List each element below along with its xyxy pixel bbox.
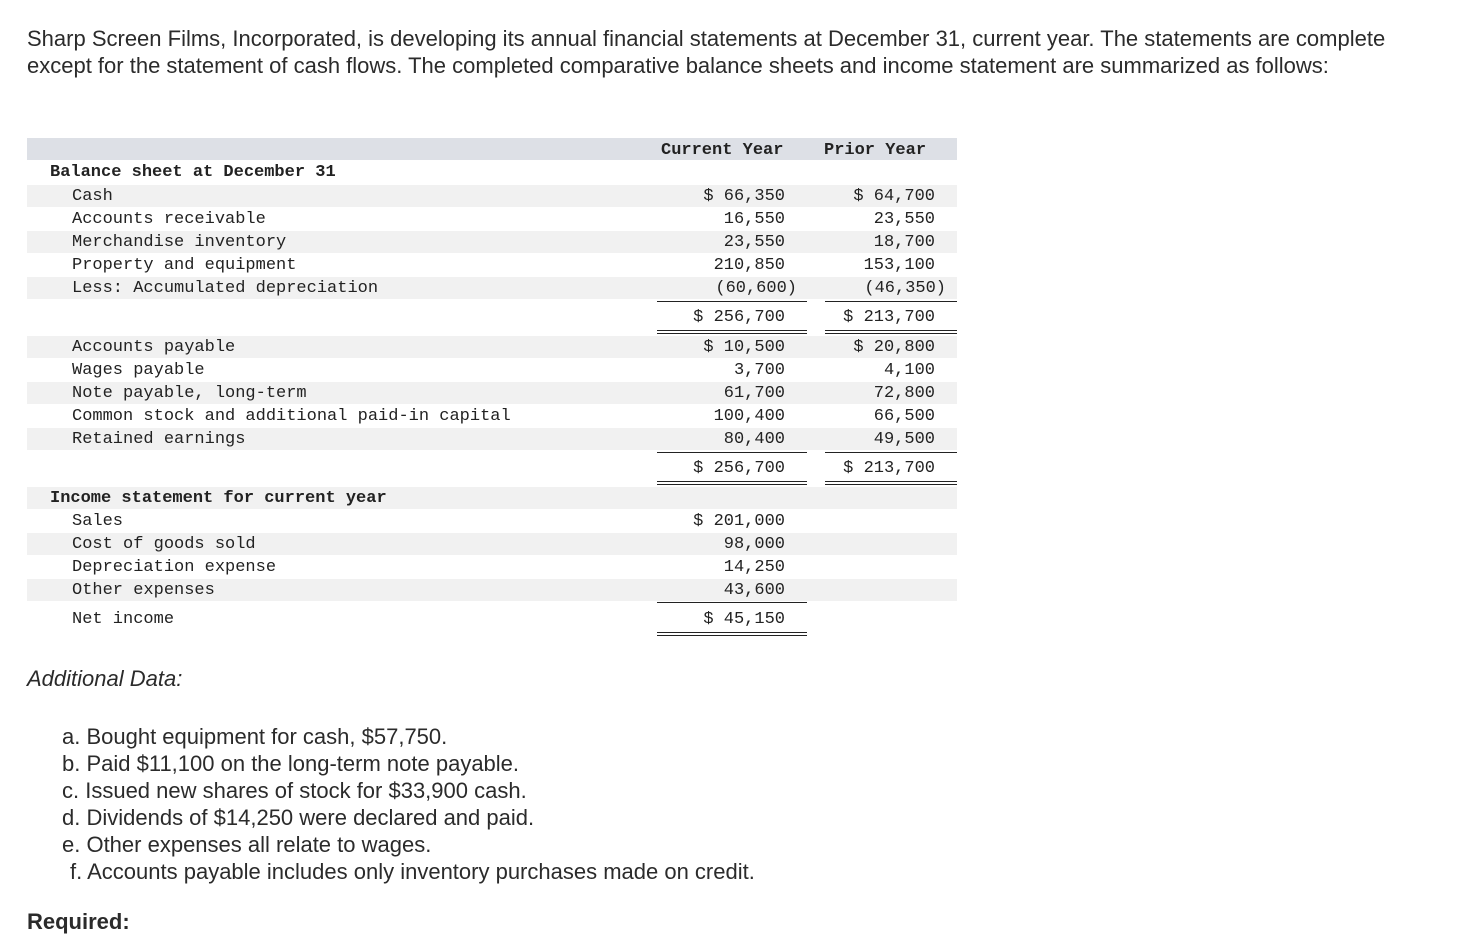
list-item: f. Accounts payable includes only inventory purchases made on credit. bbox=[70, 859, 755, 884]
table-row bbox=[27, 510, 957, 532]
prior-year-value: 18,700 bbox=[873, 233, 935, 252]
column-header-current-year: Current Year bbox=[661, 141, 784, 160]
table-row bbox=[27, 405, 957, 427]
income-statement-title: Income statement for current year bbox=[50, 489, 387, 508]
income-statement-title-row bbox=[27, 487, 957, 509]
problem-intro: Sharp Screen Films, Incorporated, is developing its annual financial statements at December 31, current year. The statements are complete except for the statement of cash flows. The completed comparative balance sheets and income statement are summarized as follows: bbox=[27, 26, 1386, 78]
row-label: Depreciation expense bbox=[72, 558, 277, 577]
list-item: b. Paid $11,100 on the long-term note payable. bbox=[62, 751, 520, 776]
column-header-prior-year: Prior Year bbox=[824, 141, 927, 160]
current-year-value: $ 66,350 bbox=[703, 187, 785, 206]
prior-year-value: 72,800 bbox=[873, 384, 935, 403]
prior-year-value: $ 20,800 bbox=[853, 338, 935, 357]
total-double-rule bbox=[657, 632, 807, 636]
subtotal-rule bbox=[657, 301, 807, 302]
row-label: Cost of goods sold bbox=[72, 535, 256, 554]
current-year-value: 80,400 bbox=[723, 430, 785, 449]
prior-year-value: 23,550 bbox=[873, 210, 935, 229]
row-label: Common stock and additional paid-in capital bbox=[72, 407, 511, 426]
row-label: Note payable, long-term bbox=[72, 384, 307, 403]
table-row bbox=[27, 556, 957, 578]
current-year-value: 14,250 bbox=[723, 558, 785, 577]
total-double-rule bbox=[657, 481, 807, 485]
row-label: Retained earnings bbox=[72, 430, 246, 449]
net-income-row bbox=[27, 608, 957, 630]
total-liabilities-equity-row bbox=[27, 457, 957, 479]
list-item: c. Issued new shares of stock for $33,900 cash. bbox=[62, 778, 527, 803]
table-row bbox=[27, 359, 957, 381]
current-year-value: 43,600 bbox=[723, 581, 785, 600]
prior-year-value: 153,100 bbox=[863, 256, 935, 275]
column-header-row bbox=[27, 138, 957, 160]
table-row bbox=[27, 428, 957, 450]
list-item: e. Other expenses all relate to wages. bbox=[62, 832, 432, 857]
prior-year-value: $ 64,700 bbox=[853, 187, 935, 206]
current-year-value: 210,850 bbox=[713, 256, 785, 275]
required-heading: Required: bbox=[27, 909, 130, 934]
row-label: Accounts payable bbox=[72, 338, 236, 357]
table-row bbox=[27, 277, 957, 299]
list-item: d. Dividends of $14,250 were declared and paid. bbox=[62, 805, 535, 830]
subtotal-rule bbox=[825, 452, 957, 453]
prior-year-total: $ 213,700 bbox=[843, 459, 935, 478]
current-year-total: $ 256,700 bbox=[693, 459, 785, 478]
total-double-rule bbox=[825, 481, 957, 485]
row-label: Less: Accumulated depreciation bbox=[72, 279, 379, 298]
row-label: Net income bbox=[72, 610, 175, 629]
list-item: a. Bought equipment for cash, $57,750. bbox=[62, 724, 448, 749]
current-year-value: $ 201,000 bbox=[693, 512, 785, 531]
table-row bbox=[27, 208, 957, 230]
subtotal-rule bbox=[657, 602, 807, 603]
current-year-value: $ 10,500 bbox=[703, 338, 785, 357]
total-double-rule bbox=[657, 330, 807, 334]
current-year-total: $ 256,700 bbox=[693, 308, 785, 327]
row-label: Other expenses bbox=[72, 581, 215, 600]
current-year-value: 98,000 bbox=[723, 535, 785, 554]
row-label: Cash bbox=[72, 187, 113, 206]
row-label: Property and equipment bbox=[72, 256, 297, 275]
row-label: Sales bbox=[72, 512, 124, 531]
current-year-value: 23,550 bbox=[723, 233, 785, 252]
prior-year-value: (46,350) bbox=[864, 279, 946, 298]
prior-year-total: $ 213,700 bbox=[843, 308, 935, 327]
current-year-value: 100,400 bbox=[713, 407, 785, 426]
subtotal-rule bbox=[825, 301, 957, 302]
balance-sheet-title: Balance sheet at December 31 bbox=[50, 163, 336, 182]
table-row bbox=[27, 185, 957, 207]
row-label: Accounts receivable bbox=[72, 210, 266, 229]
row-label: Wages payable bbox=[72, 361, 205, 380]
current-year-value: 61,700 bbox=[723, 384, 785, 403]
additional-data-list bbox=[62, 723, 755, 885]
table-row bbox=[27, 579, 957, 601]
additional-data-heading: Additional Data: bbox=[27, 666, 183, 691]
balance-sheet-title-row bbox=[27, 161, 957, 183]
prior-year-value: 4,100 bbox=[883, 361, 935, 380]
prior-year-value: 66,500 bbox=[873, 407, 935, 426]
current-year-value: 3,700 bbox=[733, 361, 785, 380]
prior-year-value: 49,500 bbox=[873, 430, 935, 449]
current-year-value: (60,600) bbox=[715, 279, 797, 298]
table-row bbox=[27, 336, 957, 358]
total-assets-row bbox=[27, 306, 957, 328]
table-row bbox=[27, 533, 957, 555]
row-label: Merchandise inventory bbox=[72, 233, 287, 252]
table-row bbox=[27, 231, 957, 253]
current-year-value: 16,550 bbox=[723, 210, 785, 229]
total-double-rule bbox=[825, 330, 957, 334]
table-row bbox=[27, 254, 957, 276]
subtotal-rule bbox=[657, 452, 807, 453]
current-year-total: $ 45,150 bbox=[703, 610, 785, 629]
table-row bbox=[27, 382, 957, 404]
